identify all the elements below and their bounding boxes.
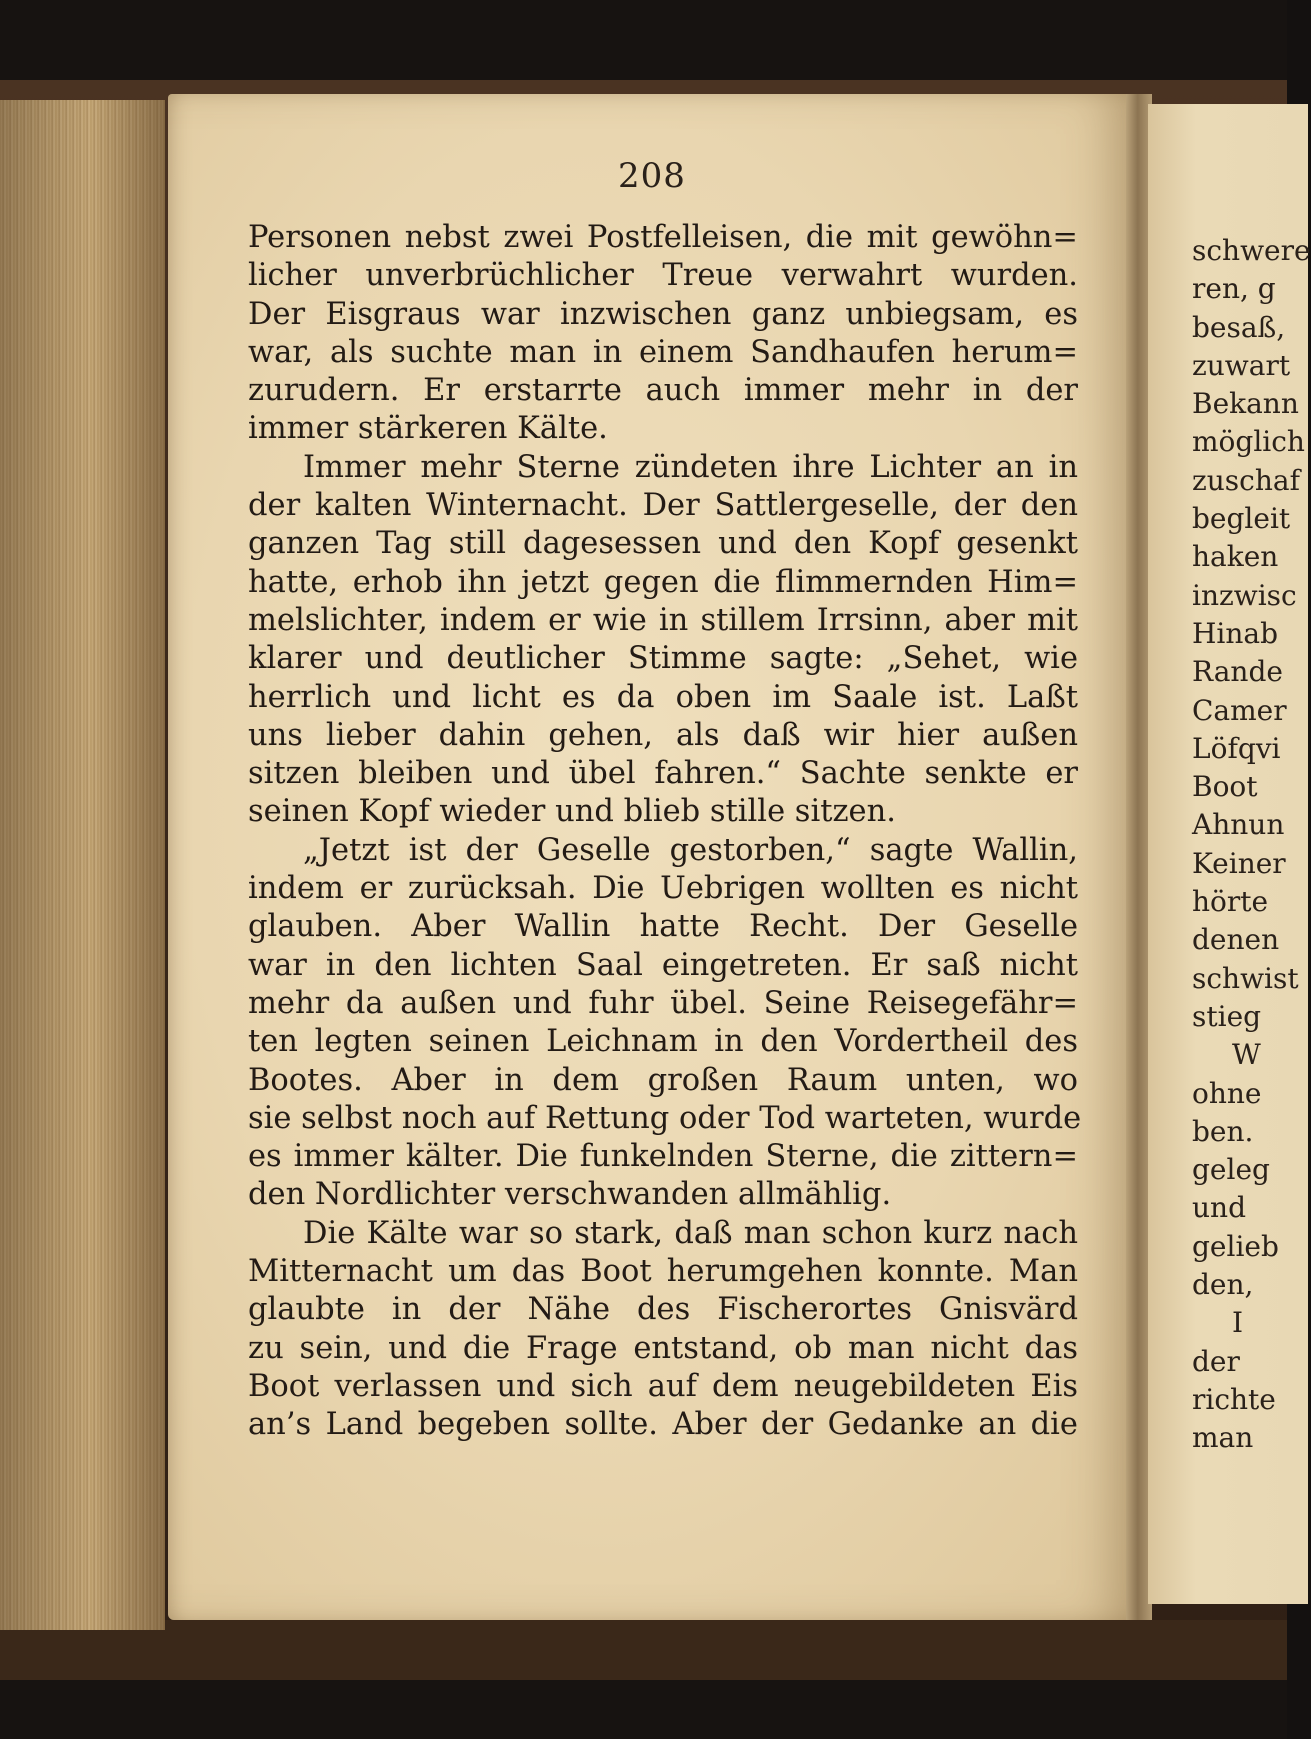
text-fragment: der — [1192, 1344, 1240, 1378]
text-line: melslichter, indem er wie in stillem Irrsinn, aber mit — [248, 602, 1078, 638]
text-line: ganzen Tag still dagesessen und den Kopf gesenkt — [248, 526, 1078, 562]
text-line: ten legten seinen Leichnam in den Vordertheil des — [248, 1024, 1078, 1060]
text-fragment: Keiner — [1192, 846, 1286, 880]
text-line: glauben. Aber Wallin hatte Recht. Der Geselle — [248, 909, 1078, 945]
text-line: immer stärkeren Kälte. — [248, 411, 608, 447]
text-line: den Nordlichter verschwanden allmählig. — [248, 1177, 892, 1213]
text-fragment: Löfqvi — [1192, 731, 1281, 765]
text-fragment: inzwisc — [1192, 578, 1297, 612]
text-fragment: ohne — [1192, 1076, 1262, 1110]
text-line: Mitternacht um das Boot herumgehen konnte. Man — [248, 1254, 1078, 1290]
text-line: zu sein, und die Frage entstand, ob man nicht das — [248, 1330, 1078, 1366]
text-fragment: begleit — [1192, 502, 1291, 536]
text-fragment: gelieb — [1192, 1229, 1279, 1263]
text-line: sie selbst noch auf Rettung oder Tod warteten, wurde — [248, 1100, 1082, 1136]
book-cover-edge — [0, 1620, 1287, 1680]
text-line: sitzen bleiben und übel fahren.“ Sachte senkte er — [248, 756, 1078, 792]
text-line: licher unverbrüchlicher Treue verwahrt wurden. — [248, 258, 1078, 294]
text-fragment: denen — [1192, 923, 1280, 957]
page-number: 208 — [618, 156, 686, 196]
text-fragment: stieg — [1192, 999, 1262, 1033]
text-line: der kalten Winternacht. Der Sattlergeselle, der den — [248, 488, 1078, 524]
text-fragment: I — [1232, 1306, 1244, 1340]
text-fragment: zuwart — [1192, 348, 1291, 382]
left-page — [168, 94, 1136, 1620]
text-fragment: man — [1192, 1421, 1254, 1455]
text-line: „Jetzt ist der Geselle gestorben,“ sagte Wallin, — [303, 832, 1078, 868]
text-fragment: ren, g — [1192, 272, 1276, 306]
text-fragment: Bekann — [1192, 387, 1299, 421]
text-fragment: schwist — [1192, 961, 1299, 995]
text-line: klarer und deutlicher Stimme sagte: „Sehet, wie — [248, 641, 1078, 677]
right-page-text-fragments — [1192, 232, 1311, 1458]
text-fragment: geleg — [1192, 1153, 1270, 1187]
text-fragment: Rande — [1192, 655, 1283, 689]
text-line: war, als suchte man in einem Sandhaufen herum= — [248, 334, 1078, 370]
left-page-text — [248, 219, 1082, 1445]
text-line: zurudern. Er erstarrte auch immer mehr in der — [248, 373, 1078, 409]
text-fragment: und — [1192, 1191, 1246, 1225]
text-fragment: möglich — [1192, 425, 1305, 459]
text-fragment: W — [1232, 1038, 1261, 1072]
text-line: war in den lichten Saal eingetreten. Er saß nicht — [248, 947, 1078, 983]
text-line: mehr da außen und fuhr übel. Seine Reisegefähr= — [248, 985, 1078, 1021]
text-line: indem er zurücksah. Die Uebrigen wollten es nicht — [248, 871, 1078, 907]
page-edges — [0, 100, 165, 1630]
text-line: herrlich und licht es da oben im Saale ist. Laßt — [248, 679, 1078, 715]
text-line: uns lieber dahin gehen, als daß wir hier außen — [248, 717, 1078, 753]
text-fragment: Camer — [1192, 693, 1287, 727]
text-fragment: zuschaf — [1192, 463, 1300, 497]
text-line: Bootes. Aber in dem großen Raum unten, wo — [248, 1062, 1078, 1098]
text-line: hatte, erhob ihn jetzt gegen die flimmernden Him= — [248, 564, 1078, 600]
text-fragment: hörte — [1192, 885, 1269, 919]
text-fragment: den, — [1192, 1268, 1254, 1302]
text-line: Boot verlassen und sich auf dem neugebildeten Eis — [248, 1368, 1078, 1404]
text-line: an’s Land begeben sollte. Aber der Gedanke an die — [248, 1407, 1078, 1443]
text-line: Personen nebst zwei Postfelleisen, die mit gewöhn= — [248, 220, 1078, 255]
text-line: seinen Kopf wieder und blieb stille sitzen. — [248, 794, 896, 830]
text-fragment: richte — [1192, 1382, 1276, 1416]
text-fragment: ben. — [1192, 1114, 1254, 1148]
text-fragment: haken — [1192, 540, 1279, 574]
text-line: Die Kälte war so stark, daß man schon kurz nach — [303, 1215, 1078, 1251]
text-fragment: Ahnun — [1192, 808, 1285, 842]
text-line: glaubte in der Nähe des Fischerortes Gnisvärd — [248, 1292, 1078, 1328]
text-fragment: Hinab — [1192, 616, 1279, 650]
text-fragment: Boot — [1192, 770, 1258, 804]
text-fragment: schwere — [1192, 234, 1311, 267]
text-line: Immer mehr Sterne zündeten ihre Lichter an in — [303, 449, 1078, 485]
text-fragment: besaß, — [1192, 310, 1286, 344]
text-line: Der Eisgraus war inzwischen ganz unbiegsam, es — [248, 296, 1078, 332]
text-line: es immer kälter. Die funkelnden Sterne, die zittern= — [248, 1139, 1078, 1175]
